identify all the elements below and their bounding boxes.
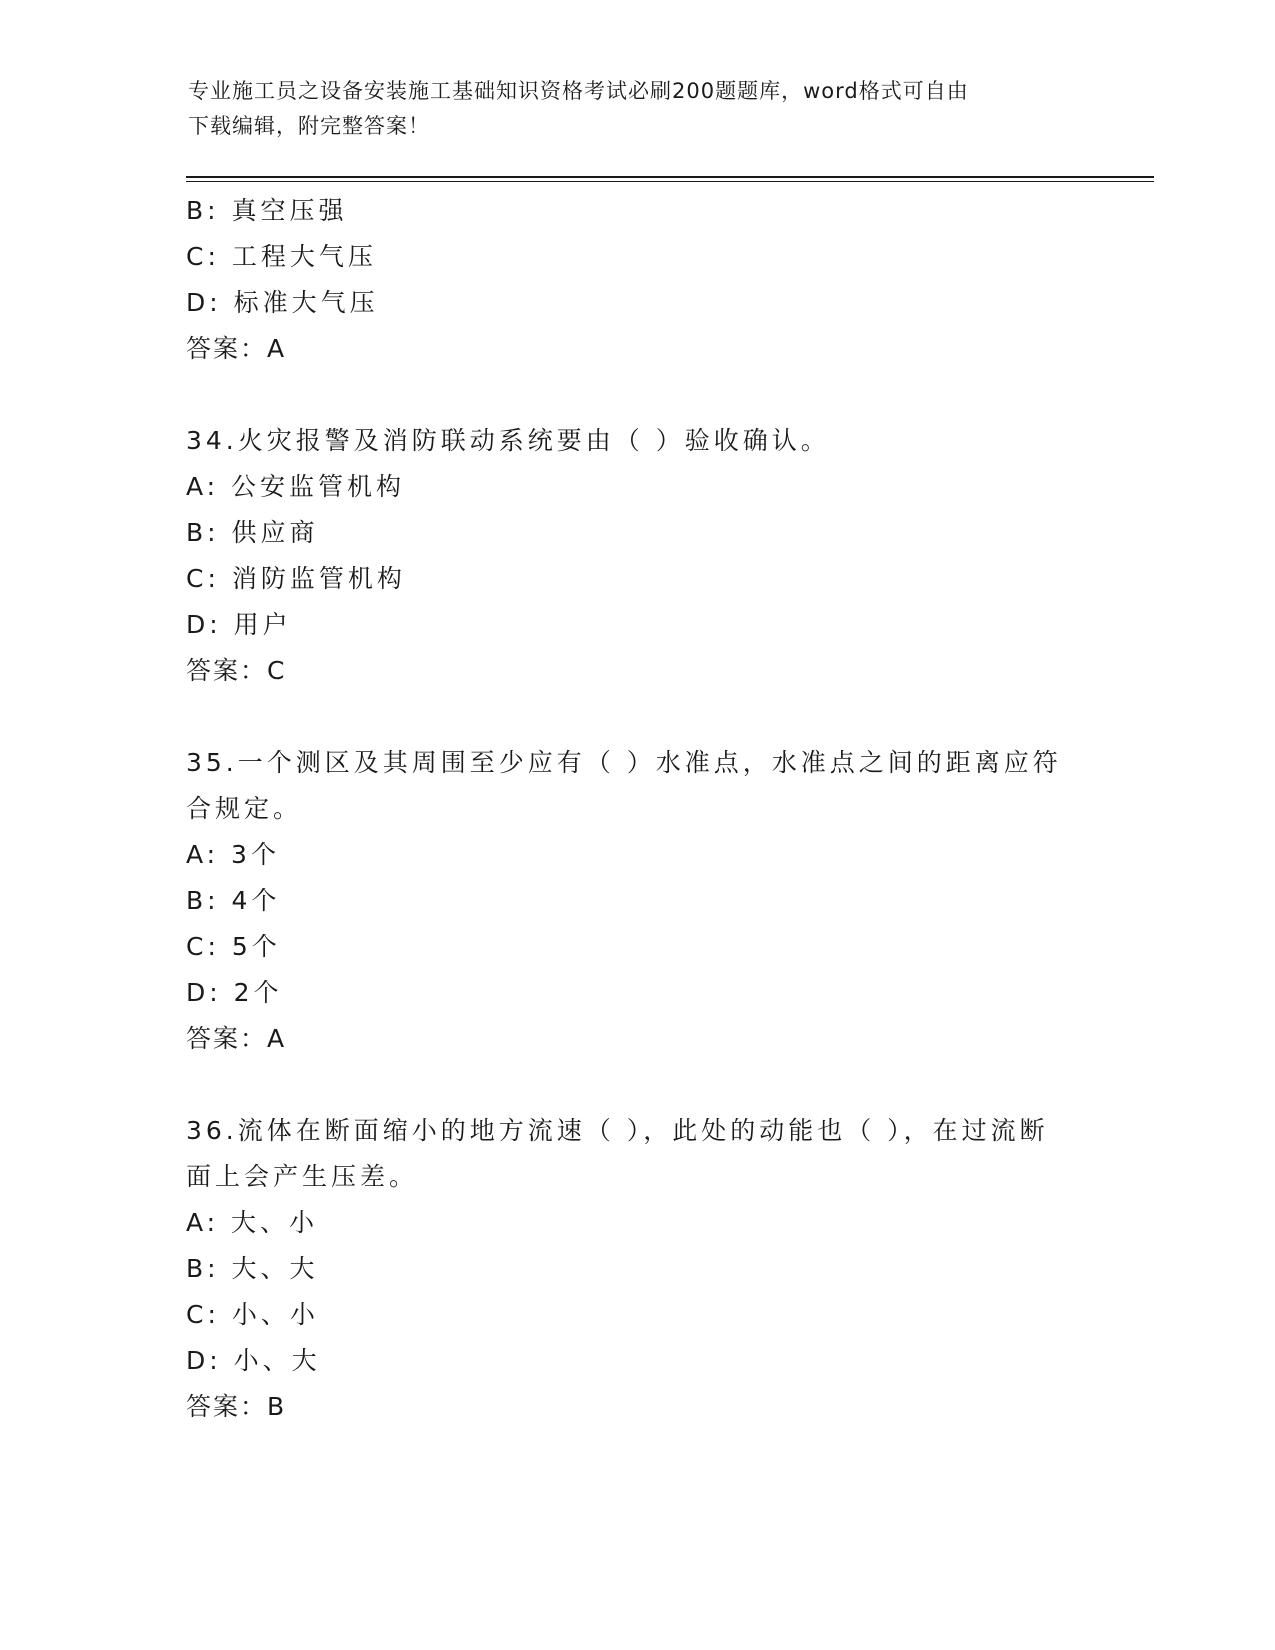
option-c: C: 消防监管机构 (186, 564, 406, 593)
option-b: B: 真空压强 (186, 196, 348, 225)
answer-line: 答案：B (186, 1392, 287, 1421)
spacer (186, 372, 1086, 418)
option-c: C: 工程大气压 (186, 242, 377, 271)
answer-line: 答案：A (186, 334, 287, 363)
option-b: B: 大、大 (186, 1254, 319, 1283)
option-a: A: 大、小 (186, 1208, 319, 1237)
question-stem-line: 35.一个测区及其周围至少应有（ ）水准点，水准点之间的距离应符 (186, 748, 1062, 777)
question-stem-line: 36.流体在断面缩小的地方流速（ ），此处的动能也（ ），在过流断 (186, 1116, 1049, 1145)
document-body (186, 188, 1086, 1430)
document-header (188, 74, 1088, 144)
option-b: B: 4个 (186, 886, 281, 915)
question-35 (186, 740, 1086, 1062)
question-stem-line: 合规定。 (186, 794, 303, 823)
question-36 (186, 1108, 1086, 1430)
option-b: B: 供应商 (186, 518, 319, 547)
question-carryover (186, 188, 1086, 372)
question-34 (186, 418, 1086, 694)
answer-line: 答案：C (186, 656, 287, 685)
option-a: A: 公安监管机构 (186, 472, 406, 501)
header-rule-thick (186, 176, 1154, 178)
spacer (186, 1062, 1086, 1108)
option-c: C: 小、小 (186, 1300, 319, 1329)
header-line-2: 下载编辑，附完整答案！ (188, 114, 430, 138)
option-d: D: 2个 (186, 978, 283, 1007)
option-d: D: 小、大 (186, 1346, 321, 1375)
option-d: D: 标准大气压 (186, 288, 379, 317)
spacer (186, 694, 1086, 740)
option-d: D: 用户 (186, 610, 292, 639)
answer-line: 答案：A (186, 1024, 287, 1053)
header-rule-thin (186, 181, 1154, 182)
header-line-1: 专业施工员之设备安装施工基础知识资格考试必刷200题题库，word格式可自由 (188, 79, 969, 103)
question-stem-line: 面上会产生压差。 (186, 1162, 419, 1191)
question-stem-line: 34.火灾报警及消防联动系统要由（ ）验收确认。 (186, 426, 830, 455)
option-c: C: 5个 (186, 932, 281, 961)
option-a: A: 3个 (186, 840, 280, 869)
